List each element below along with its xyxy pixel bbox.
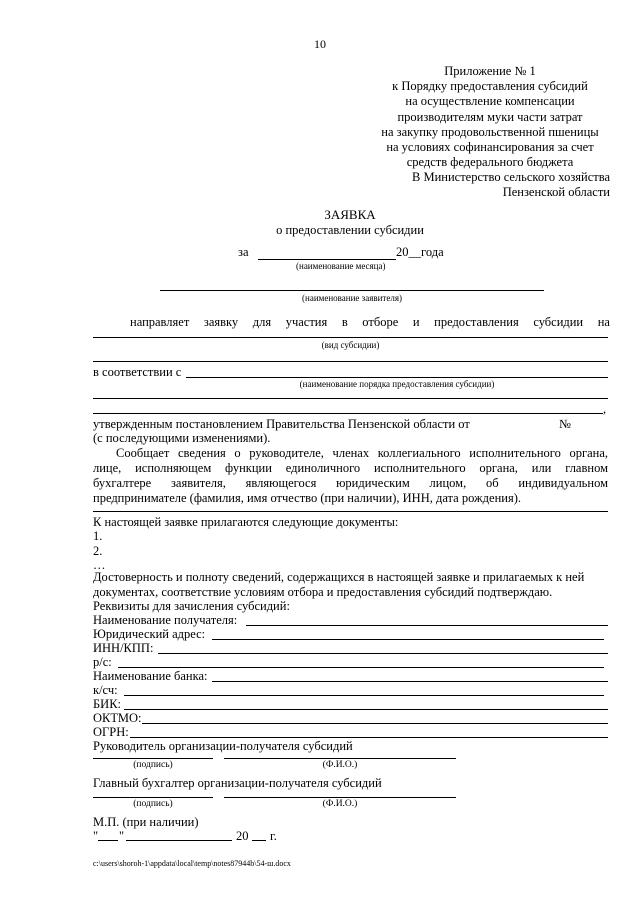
in-accordance-label: в соответствии с [93, 365, 182, 379]
appendix-title: Приложение № 1 [444, 64, 536, 78]
date-year-field[interactable] [252, 840, 266, 841]
accountant-signature-label: Главный бухгалтер организации-получателя субсидий [93, 776, 382, 790]
applicant-hint: (наименование заявителя) [302, 293, 402, 303]
footer-file-path: c:\users\shoroh-1\appdata\local\temp\notes87944b\54-ш.docx [93, 859, 291, 868]
requisites-title: Реквизиты для зачисления субсидий: [93, 599, 290, 613]
sends-word: предоставления [434, 315, 519, 329]
bank-name-field[interactable] [212, 681, 608, 682]
appendix-line: на осуществление компенсации [405, 94, 575, 109]
date-month-field[interactable] [126, 840, 232, 841]
recipient-name-field[interactable] [246, 625, 608, 626]
recipient-block [360, 170, 610, 200]
subsidy-type-hint: (вид субсидии) [321, 340, 380, 350]
appendix-line: на условиях софинансирования за счет [386, 140, 594, 155]
head-name-field[interactable] [224, 758, 456, 759]
account-field[interactable] [118, 667, 604, 668]
inn-kpp-field[interactable] [158, 653, 608, 654]
accountant-signature-hint: (подпись) [133, 799, 173, 809]
sends-row [130, 315, 610, 330]
subsidy-type-field[interactable] [93, 337, 608, 338]
bank-name-label: Наименование банка: [93, 669, 208, 683]
bik-field[interactable] [124, 709, 608, 710]
procedure-field[interactable] [186, 377, 608, 378]
recipient-line: В Министерство сельского хозяйства [412, 170, 610, 184]
period-year: 20__года [396, 245, 444, 259]
appendix-block [360, 64, 620, 170]
confirmation-line: Достоверность и полноту сведений, содержащихся в настоящей заявке и прилагаемых к ней [93, 570, 585, 584]
inn-kpp-label: ИНН/КПП: [93, 641, 154, 655]
appendix-line: к Порядку предоставления субсидий [392, 79, 588, 94]
date-open-quote: " [93, 829, 99, 843]
oktmo-field[interactable] [142, 723, 608, 724]
sends-word: субсидии [533, 315, 584, 329]
page-number: 10 [314, 37, 326, 51]
document-title: ЗАЯВКА [324, 207, 376, 222]
accountant-name-hint: (Ф.И.О.) [322, 799, 358, 809]
date-year-suffix: г. [270, 829, 277, 843]
applicant-field[interactable] [160, 290, 544, 291]
confirmation-line: документах, соответствие условиям отбора и предоставления субсидий подтверждаю. [93, 585, 553, 599]
ogrn-field[interactable] [130, 737, 608, 738]
month-field[interactable] [258, 259, 396, 260]
ogrn-label: ОГРН: [93, 725, 129, 739]
stamp-label: М.П. (при наличии) [93, 815, 199, 829]
head-signature-hint: (подпись) [133, 760, 173, 770]
legal-address-field[interactable] [212, 639, 604, 640]
accountant-name-field[interactable] [224, 797, 456, 798]
head-signature-field[interactable] [93, 758, 213, 759]
sends-word: отборе [362, 315, 399, 329]
appendix-line: производителям муки части затрат [397, 109, 583, 124]
procedure-field-2[interactable] [93, 398, 608, 399]
info-paragraph-line: лице, исполняющем функции единоличного исполнительного органа, или главном [93, 461, 608, 475]
document-item: … [93, 558, 106, 572]
info-paragraph-line: предпринимателе (фамилия, имя отчество (при наличии), ИНН, дата рождения). [93, 491, 521, 505]
document-subtitle: о предоставлении субсидии [276, 223, 424, 237]
comma-mark: , [603, 402, 607, 416]
accountant-signature-field[interactable] [93, 797, 213, 798]
recipient-line: Пензенской области [502, 185, 610, 199]
month-hint: (наименование месяца) [296, 261, 386, 271]
period-prefix: за [238, 245, 249, 259]
legal-address-label: Юридический адрес: [93, 627, 206, 641]
document-item: 2. [93, 544, 103, 558]
recipient-name-label: Наименование получателя: [93, 613, 238, 627]
info-paragraph-line: бухгалтере заявителя, являющегося юридическим лицом, об индивидуальном [93, 476, 608, 490]
sends-word: на [597, 315, 610, 329]
documents-intro: К настоящей заявке прилагаются следующие документы: [93, 515, 399, 529]
subsidy-type-field-2[interactable] [93, 361, 608, 362]
document-item: 1. [93, 529, 103, 543]
info-paragraph-line: Сообщает сведения о руководителе, членах коллегиального исполнительного органа, [116, 446, 608, 460]
oktmo-label: ОКТМО: [93, 711, 142, 725]
info-field[interactable] [93, 511, 608, 512]
sends-word: участия [285, 315, 328, 329]
date-close-quote: " [119, 829, 125, 843]
sends-word: в [341, 315, 348, 329]
appendix-line: на закупку продовольственной пшеницы [381, 124, 599, 139]
account-label: р/с: [93, 655, 112, 669]
sends-word: и [412, 315, 420, 329]
date-day-field[interactable] [98, 840, 118, 841]
procedure-hint: (наименование порядка предоставления субсидии) [299, 379, 495, 389]
head-signature-label: Руководитель организации-получателя субсидий [93, 739, 353, 753]
corr-account-field[interactable] [124, 695, 604, 696]
corr-account-label: к/сч: [93, 683, 118, 697]
bik-label: БИК: [93, 697, 122, 711]
procedure-field-3[interactable] [93, 413, 603, 414]
approved-note: (с последующими изменениями). [93, 431, 271, 445]
sends-word: заявку [203, 315, 239, 329]
head-name-hint: (Ф.И.О.) [322, 760, 358, 770]
approved-text: утвержденным постановлением Правительства Пензенской области от [93, 417, 470, 431]
sends-word: направляет [130, 315, 190, 329]
date-year-prefix: 20 [236, 829, 249, 843]
sends-word: для [252, 315, 272, 329]
number-sign: № [559, 417, 571, 431]
appendix-line: средств федерального бюджета [406, 155, 574, 170]
